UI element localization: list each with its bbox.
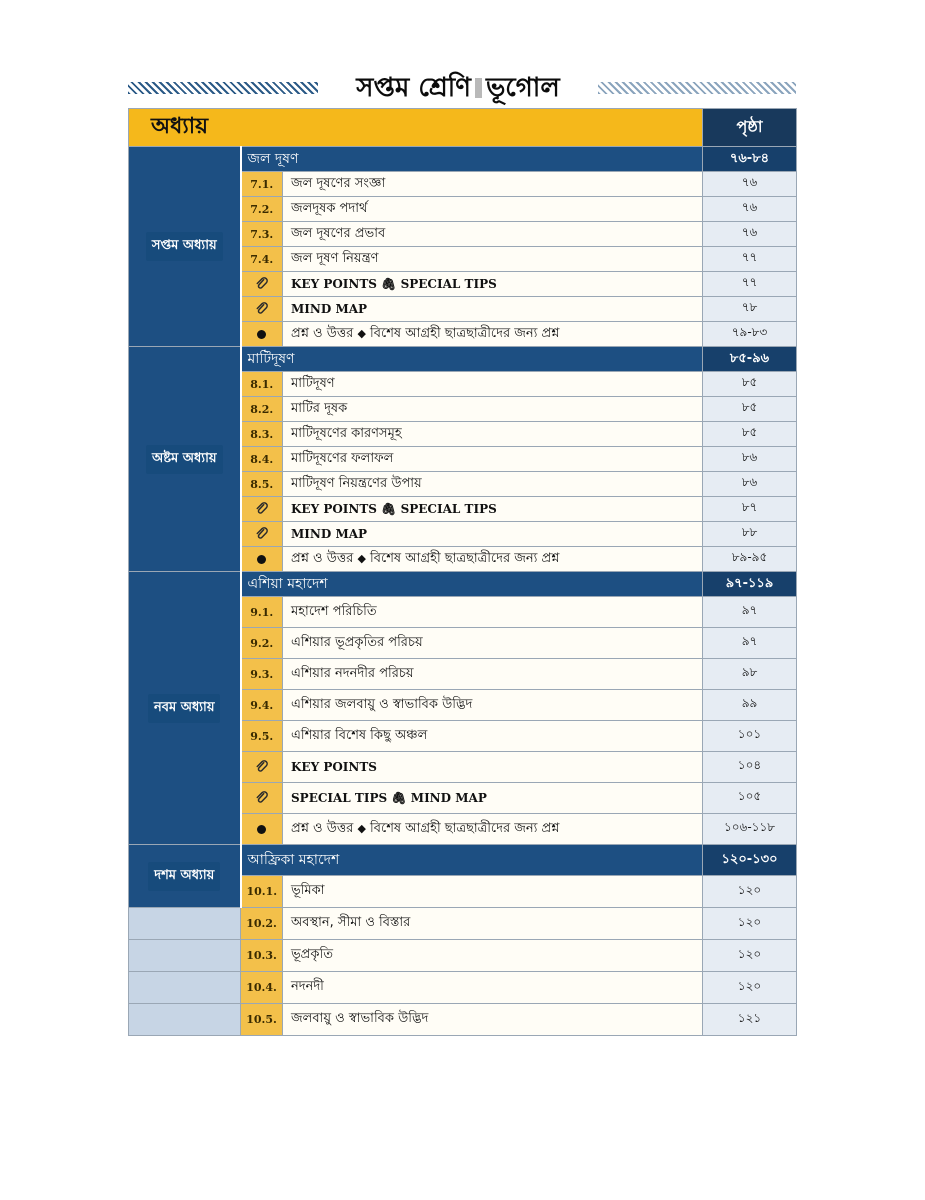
page-number: ১০১ [703,721,797,752]
paperclip-icon: 🖇 [391,791,407,805]
page-number: ১২০ [703,972,797,1004]
page-number: ১০৬-১১৮ [703,814,797,845]
page-number: ৯৭ [703,628,797,659]
chapter-label-cell [129,1004,241,1036]
paperclip-icon [241,783,283,814]
page-number: ১২০ [703,940,797,972]
section-title: এশিয়ার বিশেষ কিছু অঞ্চল [283,721,703,752]
special-tips-label: SPECIAL TIPS [291,791,388,805]
chapter-title: এশিয়া মহাদেশ [241,572,703,597]
page-number: ৭৭ [703,247,797,272]
table-header-row [129,109,797,147]
section-title [283,322,703,347]
page-number: ১০৪ [703,752,797,783]
page-number: ৭৭ [703,272,797,297]
section-number: 8.4. [241,447,283,472]
page-number: ৮৫ [703,397,797,422]
section-number: 9.2. [241,628,283,659]
page-number: ৮৫ [703,372,797,397]
section-number: 9.4. [241,690,283,721]
paperclip-icon [241,497,283,522]
key-points-label: KEY POINTS [291,502,377,516]
chapter-pages: ৮৫-৯৬ [703,347,797,372]
chapter-label-cell [129,908,241,940]
chapter-column-header: অধ্যায় [129,109,703,147]
qa-label: প্রশ্ন ও উত্তর [291,820,354,836]
page-column-header: পৃষ্ঠা [703,109,797,147]
section-title [283,272,703,297]
section-title [283,497,703,522]
special-tips-label: SPECIAL TIPS [400,502,497,516]
section-title: মহাদেশ পরিচিতি [283,597,703,628]
section-title: মাটিদূষণের কারণসমূহ [283,422,703,447]
chapter-pages: ৯৭-১১৯ [703,572,797,597]
page-number: ৮৬ [703,447,797,472]
chapter-label: সপ্তম অধ্যায় [146,232,223,261]
chapter-title: আফ্রিকা মহাদেশ [241,845,703,876]
chapter-label-cell [129,972,241,1004]
bullet-icon [241,547,283,572]
decorative-stripes-right [598,82,796,94]
section-title: ভূমিকা [283,876,703,908]
section-title: জলবায়ু ও স্বাভাবিক উদ্ভিদ [283,1004,703,1036]
diamond-icon: ◆ [357,326,366,340]
section-number: 9.5. [241,721,283,752]
section-title [283,783,703,814]
chapter-title-row [129,572,797,597]
paperclip-icon [241,272,283,297]
chapter-pages: ৭৬-৮৪ [703,147,797,172]
section-title: MIND MAP [283,522,703,547]
special-questions-label: বিশেষ আগ্রহী ছাত্রছাত্রীদের জন্য প্রশ্ন [370,820,560,836]
page-number: ৮৮ [703,522,797,547]
table-of-contents [128,108,797,1036]
diamond-icon: ◆ [357,551,366,565]
section-number: 10.3. [241,940,283,972]
section-title: KEY POINTS [283,752,703,783]
section-title: জল দূষণের সংজ্ঞা [283,172,703,197]
qa-label: প্রশ্ন ও উত্তর [291,550,354,566]
page-number: ৯৯ [703,690,797,721]
section-number: 7.4. [241,247,283,272]
toc-row[interactable] [129,1004,797,1036]
paperclip-icon [241,297,283,322]
section-number: 10.2. [241,908,283,940]
toc-row[interactable] [129,908,797,940]
page-number: ১২১ [703,1004,797,1036]
section-title: জলদূষক পদার্থ [283,197,703,222]
page-number: ৭৬ [703,197,797,222]
title-subject: ভূগোল [485,73,560,103]
mind-map-label: MIND MAP [410,791,487,805]
bullet-icon [241,814,283,845]
chapter-label: দশম অধ্যায় [148,862,220,891]
special-tips-label: SPECIAL TIPS [400,277,497,291]
chapter-label-cell [129,940,241,972]
page-number: ৭৯-৮৩ [703,322,797,347]
section-number: 9.3. [241,659,283,690]
chapter-title-row [129,347,797,372]
page-number: ৭৬ [703,222,797,247]
section-number: 10.5. [241,1004,283,1036]
chapter-title-row [129,147,797,172]
section-number: 8.1. [241,372,283,397]
special-questions-label: বিশেষ আগ্রহী ছাত্রছাত্রীদের জন্য প্রশ্ন [370,550,560,566]
section-title: মাটিদূষণ নিয়ন্ত্রণের উপায় [283,472,703,497]
section-title: জল দূষণের প্রভাব [283,222,703,247]
section-title [283,547,703,572]
chapter-label: নবম অধ্যায় [148,694,220,723]
page-number: ৮৭ [703,497,797,522]
toc-row[interactable] [129,940,797,972]
diamond-icon: ◆ [357,821,366,835]
section-number: 7.1. [241,172,283,197]
key-points-label: KEY POINTS [291,277,377,291]
chapter-label-cell [129,572,241,845]
page-number: ৯৮ [703,659,797,690]
section-title: এশিয়ার জলবায়ু ও স্বাভাবিক উদ্ভিদ [283,690,703,721]
section-number: 8.2. [241,397,283,422]
section-number: 9.1. [241,597,283,628]
toc-row[interactable] [129,972,797,1004]
page-number: ১২০ [703,908,797,940]
chapter-label: অষ্টম অধ্যায় [146,445,223,474]
page-number: ৮৫ [703,422,797,447]
section-title: নদনদী [283,972,703,1004]
page-header [128,72,796,106]
special-questions-label: বিশেষ আগ্রহী ছাত্রছাত্রীদের জন্য প্রশ্ন [370,325,560,341]
chapter-label-cell [129,147,241,347]
page-number: ৯৭ [703,597,797,628]
section-number: 10.1. [241,876,283,908]
section-title: এশিয়ার ভূপ্রকৃতির পরিচয় [283,628,703,659]
title-separator [475,78,482,98]
chapter-title: মাটিদূষণ [241,347,703,372]
section-title: এশিয়ার নদনদীর পরিচয় [283,659,703,690]
page-number: ৭৮ [703,297,797,322]
paperclip-icon: 🖇 [381,502,397,516]
page-number: ৮৯-৯৫ [703,547,797,572]
section-number: 8.3. [241,422,283,447]
title-class: সপ্তম শ্রেণি [356,73,471,103]
chapter-pages: ১২০-১৩০ [703,845,797,876]
chapter-label-cell [129,347,241,572]
page-number: ১২০ [703,876,797,908]
paperclip-icon [241,522,283,547]
page-number: ১০৫ [703,783,797,814]
section-title: মাটিদূষণের ফলাফল [283,447,703,472]
section-title: মাটিদূষণ [283,372,703,397]
decorative-stripes-left [128,82,318,94]
paperclip-icon [241,752,283,783]
section-number: 8.5. [241,472,283,497]
bullet-icon [241,322,283,347]
section-title: অবস্থান, সীমা ও বিস্তার [283,908,703,940]
section-title: মাটির দূষক [283,397,703,422]
section-number: 7.2. [241,197,283,222]
page-title [318,72,598,104]
chapter-label-cell [129,845,241,908]
section-number: 7.3. [241,222,283,247]
section-title: ভূপ্রকৃতি [283,940,703,972]
chapter-title-row [129,845,797,876]
page-number: ৮৬ [703,472,797,497]
section-number: 10.4. [241,972,283,1004]
paperclip-icon: 🖇 [381,277,397,291]
section-title: MIND MAP [283,297,703,322]
section-title: জল দূষণ নিয়ন্ত্রণ [283,247,703,272]
page-number: ৭৬ [703,172,797,197]
qa-label: প্রশ্ন ও উত্তর [291,325,354,341]
chapter-title: জল দূষণ [241,147,703,172]
section-title [283,814,703,845]
